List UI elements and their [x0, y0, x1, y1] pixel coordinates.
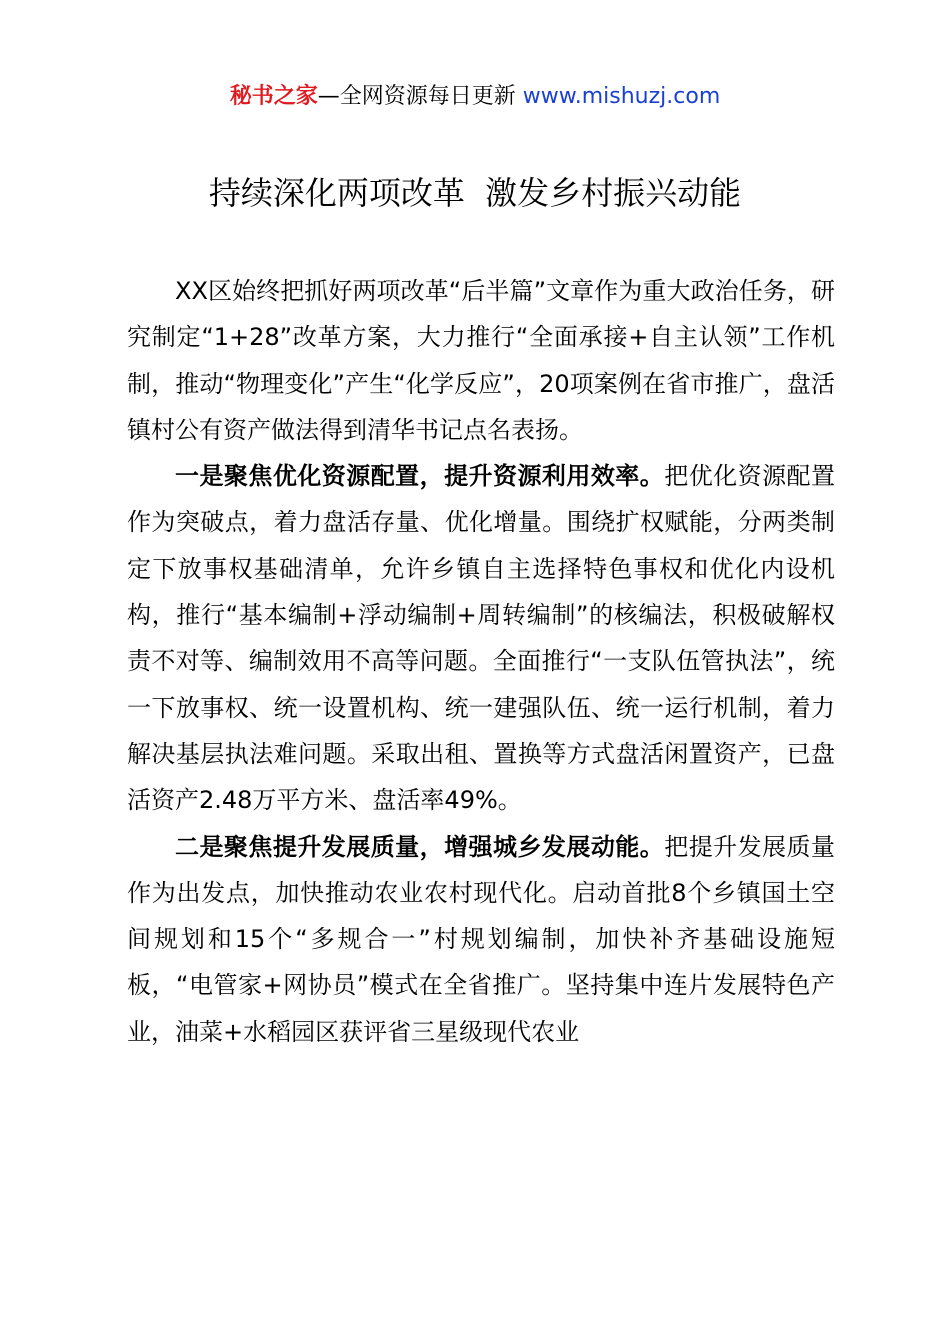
- paragraph-text: XX区始终把抓好两项改革“后半篇”文章作为重大政治任务，研究制定“1+28”改革方案，大力推行“全面承接+自主认领”工作机制，推动“物理变化”产生“化学反应”，20项案例在省市推广，盘活镇村公有资产做法得到清华书记点名表扬。: [127, 277, 835, 444]
- document-body: [127, 268, 835, 1055]
- document-title: 持续深化两项改革 激发乡村振兴动能: [208, 174, 742, 212]
- paragraph-text: 把提升发展质量作为出发点，加快推动农业农村现代化。启动首批8个乡镇国土空间规划和15个“多规合一”村规划编制，加快补齐基础设施短板，“电管家+网协员”模式在全省推广。坚持集中连片发展特色产业，油菜+水稻园区获评省三星级现代农业: [127, 832, 836, 1046]
- paragraph-text: 把优化资源配置作为突破点，着力盘活存量、优化增量。围绕扩权赋能，分两类制定下放事权基础清单，允许乡镇自主选择特色事权和优化内设机构，推行“基本编制+浮动编制+周转编制”的核编法，积极破解权责不对等、编制效用不高等问题。全面推行“一支队伍管执法”，统一下放事权、统一设置机构、统一建强队伍、统一运行机制，着力解决基层执法难问题。采取出租、置换等方式盘活闲置资产，已盘活资产2.48万平方米、盘活率49%。: [127, 462, 836, 815]
- paragraph-lead: 一是聚焦优化资源配置，提升资源利用效率。: [175, 462, 665, 491]
- site-url-link[interactable]: www.mishuzj.com: [522, 84, 721, 109]
- paragraph-intro: [127, 268, 835, 453]
- paragraph-lead: 二是聚焦提升发展质量，增强城乡发展动能。: [175, 832, 665, 861]
- site-header: [0, 82, 950, 112]
- site-tagline: —全网资源每日更新: [317, 84, 523, 109]
- site-brand: 秘书之家: [229, 84, 318, 109]
- paragraph-resource-allocation: [127, 453, 835, 823]
- paragraph-development-quality: [127, 824, 835, 1055]
